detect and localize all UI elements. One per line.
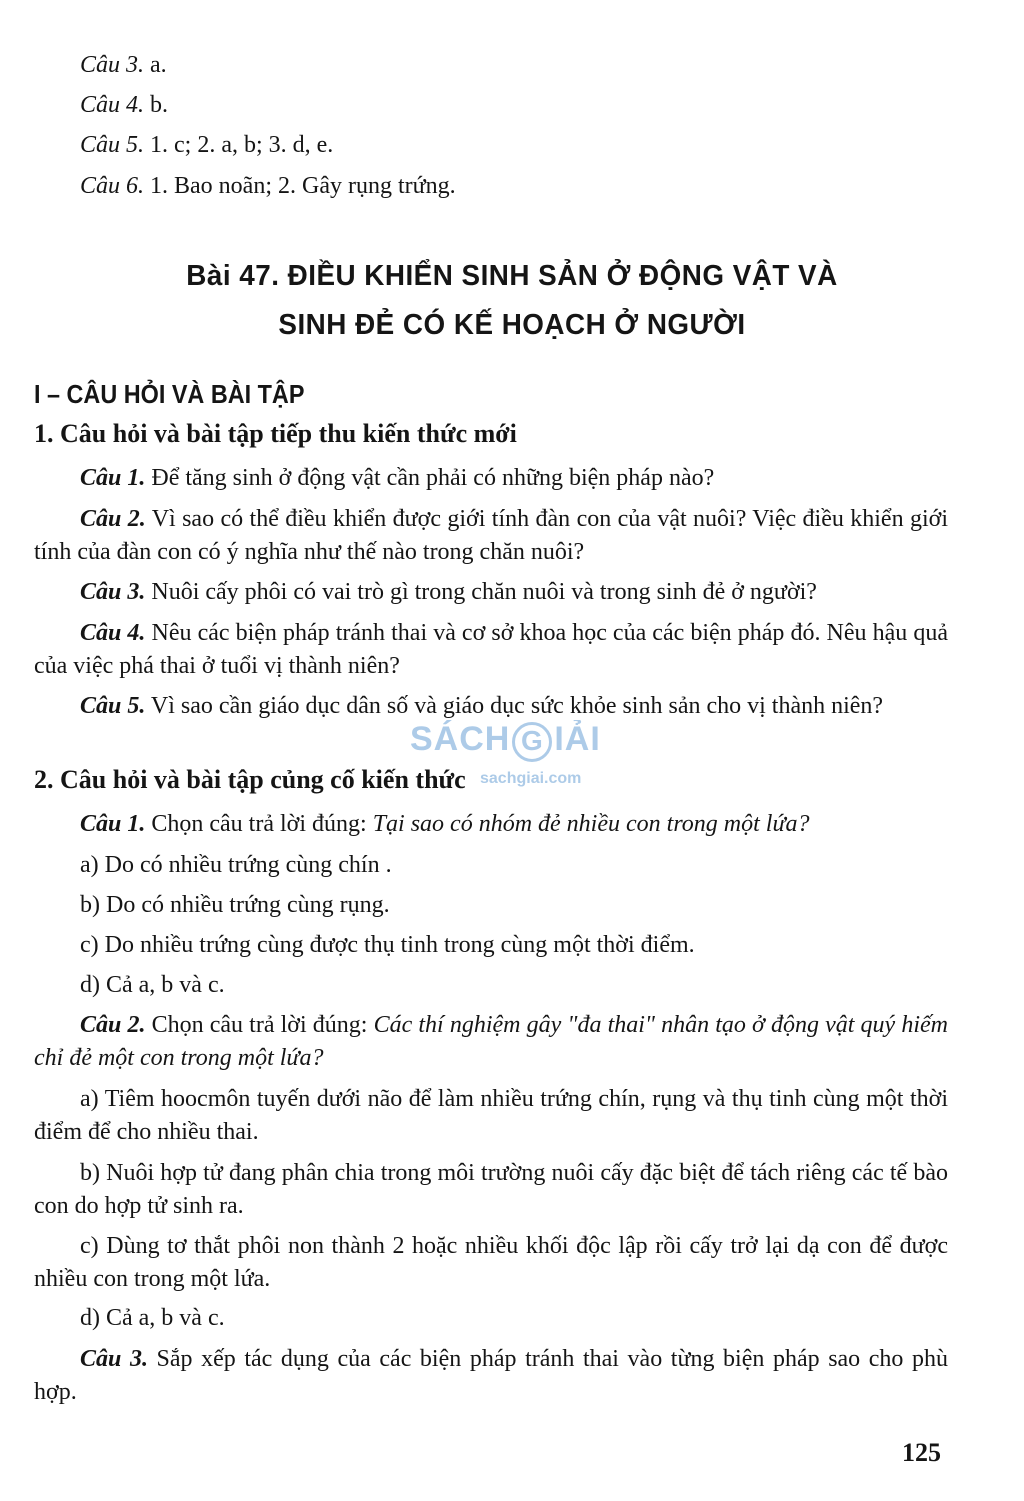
question-label: Câu 1. (80, 465, 146, 491)
answer-text: a. (144, 52, 167, 78)
question-label: Câu 1. (80, 811, 146, 837)
answer-label: Câu 5. (80, 132, 145, 158)
answer-line-cau-3 (80, 50, 167, 80)
question-text: Nuôi cấy phôi có vai trò gì trong chăn nuôi và trong sinh đẻ ở người? (145, 579, 817, 605)
part1-question-2 (34, 503, 948, 569)
answer-label: Câu 6. (80, 173, 145, 199)
question-label: Câu 2. (80, 1012, 146, 1038)
part2-q2-option-d: d) Cả a, b và c. (80, 1305, 225, 1331)
answer-label: Câu 4. (80, 92, 145, 118)
question-prompt: Chọn câu trả lời đúng: (145, 1012, 374, 1038)
question-text: Nêu các biện pháp tránh thai và cơ sở khoa học của các biện pháp đó. Nêu hậu quả của việc phá thai ở tuổi vị thành niên? (34, 620, 948, 679)
part2-q1-option-a: a) Do có nhiều trứng cùng chín . (80, 852, 392, 878)
answer-label: Câu 3. (80, 52, 145, 78)
part2-q2-option-b: b) Nuôi hợp tử đang phân chia trong môi trường nuôi cấy đặc biệt để tách riêng các tế bào con do hợp tử sinh ra. (34, 1160, 948, 1219)
answer-line-cau-4 (80, 90, 168, 120)
part2-q1-option-d: d) Cả a, b và c. (80, 972, 225, 998)
lesson-title-line-1: Bài 47. ĐIỀU KHIỂN SINH SẢN Ở ĐỘNG VẬT VÀ (186, 260, 838, 292)
question-label: Câu 4. (80, 620, 146, 646)
answer-text: b. (144, 92, 169, 118)
question-italic: Tại sao có nhóm đẻ nhiều con trong một lứa? (372, 811, 810, 837)
part1-question-3 (34, 576, 948, 609)
part1-question-5 (34, 690, 948, 723)
lesson-title-line-2: SINH ĐẺ CÓ KẾ HOẠCH Ở NGƯỜI (278, 309, 746, 341)
question-label: Câu 3. (80, 1346, 148, 1372)
question-text: Vì sao cần giáo dục dân số và giáo dục sức khỏe sinh sản cho vị thành niên? (145, 693, 884, 719)
watermark-brand (410, 720, 601, 762)
question-text: Sắp xếp tác dụng của các biện pháp tránh thai vào từng biện pháp sao cho phù hợp. (34, 1346, 949, 1405)
question-prompt: Chọn câu trả lời đúng: (145, 811, 373, 837)
page-number: 125 (902, 1438, 941, 1467)
question-text: Vì sao có thể điều khiển được giới tính đàn con của vật nuôi? Việc điều khiển giới tính của đàn con có ý nghĩa như thế nào trong chăn nuôi? (34, 506, 949, 565)
part2-question-3 (34, 1343, 948, 1409)
section-heading: I – CÂU HỎI VÀ BÀI TẬP (34, 379, 305, 409)
question-text: Để tăng sinh ở động vật cần phải có những biện pháp nào? (145, 465, 715, 491)
part2-question-1 (34, 808, 948, 841)
answer-text: 1. Bao noãn; 2. Gây rụng trứng. (144, 173, 456, 199)
watermark-g-icon: G (512, 722, 552, 762)
question-label: Câu 2. (80, 506, 146, 532)
part2-heading: 2. Câu hỏi và bài tập củng cố kiến thức (34, 765, 466, 794)
part2-q2-option-c: c) Dùng tơ thắt phôi non thành 2 hoặc nhiều khối độc lập rồi cấy trở lại dạ con để được nhiều con trong một lứa. (34, 1233, 948, 1292)
part1-question-4 (34, 617, 948, 683)
answer-line-cau-6 (80, 171, 456, 201)
answer-line-cau-5 (80, 130, 333, 160)
part1-question-1 (34, 462, 948, 495)
question-label: Câu 5. (80, 693, 146, 719)
answer-text: 1. c; 2. a, b; 3. d, e. (144, 132, 334, 158)
part1-heading: 1. Câu hỏi và bài tập tiếp thu kiến thức mới (34, 419, 517, 448)
part2-q2-option-a: a) Tiêm hoocmôn tuyến dưới não để làm nhiều trứng chín, rụng và thụ tinh cùng một thời điểm để cho nhiều thai. (34, 1086, 948, 1145)
part2-q1-option-c: c) Do nhiều trứng cùng được thụ tinh trong cùng một thời điểm. (80, 932, 695, 958)
question-italic: Các thí nghiệm gây "đa thai" nhân tạo ở động vật quý hiếm chỉ đẻ một con trong một lứa? (34, 1012, 948, 1071)
part2-question-2 (34, 1009, 948, 1075)
watermark-brand-right: IẢI (554, 720, 601, 758)
part2-q1-option-b: b) Do có nhiều trứng cùng rụng. (80, 892, 390, 918)
watermark-domain: sachgiai.com (480, 770, 582, 787)
watermark-logo (410, 720, 620, 800)
watermark-brand-left: SÁCH (410, 720, 511, 758)
question-label: Câu 3. (80, 579, 146, 605)
